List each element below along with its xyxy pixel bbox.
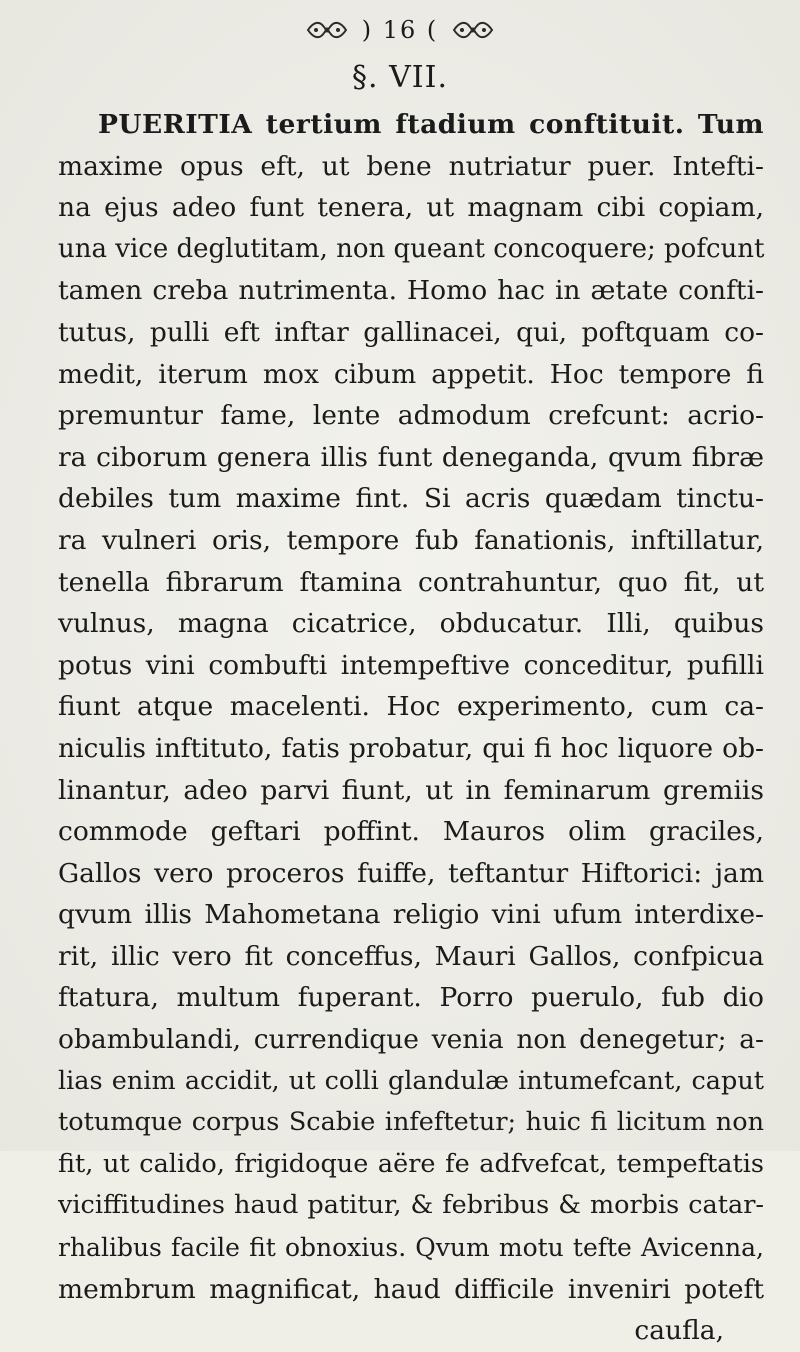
text-line: rhalibus facile fit obnoxius. Qvum motu tefte Avicenna, [58,1233,764,1263]
text-line: membrum magnificat, haud difficile inveniri poteft [58,1273,764,1305]
text-line: ra vulneri oris, tempore fub fanationis, inftillatur, [58,524,764,556]
text-line: ra ciborum genera illis funt deneganda, qvum fibræ [58,441,764,473]
text-line: ftatura, multum fuperant. Porro puerulo, fub dio [58,982,764,1014]
text-line: medit, iterum mox cibum appetit. Hoc tempore fi [58,358,764,390]
body-text [58,104,764,1352]
text-line: lias enim accidit, ut colli glandulæ intumefcant, caput [58,1065,764,1096]
text-line: qvum illis Mahometana religio vini ufum interdixe- [58,899,764,931]
text-line: debiles tum maxime fint. Si acris quædam tinctu- [58,483,764,515]
text-line: maxime opus eft, ut bene nutriatur puer. Intefti- [58,150,764,182]
page-number: ) 16 ( [361,16,439,44]
fleuron-ornament-icon [306,19,348,41]
page-header [0,10,800,50]
text-line: niculis inftituto, fatis probatur, qui fi hoc liquore ob- [58,732,764,764]
text-line: na ejus adeo funt tenera, ut magnam cibi copiam, [58,192,764,224]
fleuron-ornament-icon [452,19,494,41]
section-heading: §. VII. [352,60,448,95]
text-line: premuntur fame, lente admodum crefcunt: acrio- [58,400,764,432]
text-line: fiunt atque macelenti. Hoc experimento, cum ca- [58,691,764,723]
text-line: commode geftari poffint. Mauros olim graciles, [58,816,764,848]
text-line: vulnus, magna cicatrice, obducatur. Illi, quibus [58,608,764,640]
text-line: PUERITIA tertium ftadium conftituit. Tum [98,109,764,140]
text-line: linantur, adeo parvi fiunt, ut in feminarum gremiis [58,774,764,806]
text-line: rit, illic vero fit conceffus, Mauri Gallos, confpicua [58,940,764,972]
text-line: tutus, pulli eft inftar gallinacei, qui, poftquam co- [58,316,764,348]
text-line: potus vini combufti intempeftive conceditur, pufilli [58,649,764,681]
text-line: totumque corpus Scabie infeftetur; huic fi licitum non [58,1107,764,1138]
text-line: viciffitudines haud patitur, & febribus & morbis catar- [58,1190,764,1221]
text-line: fit, ut calido, frigidoque aëre fe adfvefcat, tempeftatis [58,1148,764,1179]
catchword: caufla, [634,1315,724,1347]
text-line: tenella fibrarum ftamina contrahuntur, quo fit, ut [58,566,764,598]
text-line: Gallos vero proceros fuiffe, teftantur Hiftorici: jam [58,857,764,889]
text-line: una vice deglutitam, non queant concoquere; pofcunt [58,233,765,264]
text-line: obambulandi, currendique venia non denegetur; a- [58,1024,764,1056]
text-line: tamen creba nutrimenta. Homo hac in ætate confti- [58,275,764,307]
